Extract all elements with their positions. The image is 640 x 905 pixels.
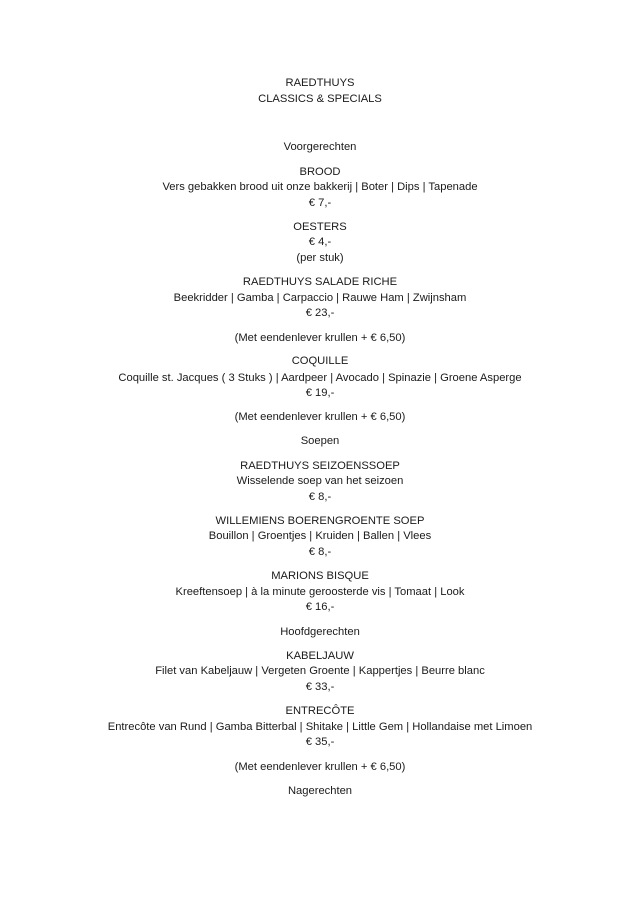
- dish-entrecote-supplement: (Met eendenlever krullen + € 6,50): [234, 761, 406, 773]
- dish-boerengroente-description: Bouillon | Groentjes | Kruiden | Ballen | Vlees: [208, 530, 432, 542]
- dish-coquille-supplement: (Met eendenlever krullen + € 6,50): [234, 411, 406, 423]
- dish-coquille-price: € 19,-: [305, 387, 335, 399]
- menu-subtitle: CLASSICS & SPECIALS: [258, 93, 382, 105]
- dish-bisque-name: MARIONS BISQUE: [271, 570, 369, 582]
- dish-kabeljauw-name: KABELJAUW: [286, 650, 354, 662]
- dish-seizoenssoep-name: RAEDTHUYS SEIZOENSSOEP: [240, 460, 400, 472]
- dish-salade-name: RAEDTHUYS SALADE RICHE: [242, 276, 398, 288]
- dish-seizoenssoep-description: Wisselende soep van het seizoen: [236, 475, 404, 487]
- dish-boerengroente-price: € 8,-: [308, 546, 332, 558]
- dish-coquille-name: COQUILLE: [291, 355, 349, 367]
- dish-entrecote-price: € 35,-: [305, 736, 335, 748]
- dish-entrecote-description: Entrecôte van Rund | Gamba Bitterbal | Shitake | Little Gem | Hollandaise met Limoen: [107, 721, 533, 733]
- dish-bisque-price: € 16,-: [305, 601, 335, 613]
- section-hoofdgerechten: Hoofdgerechten: [280, 626, 360, 638]
- dish-brood-name: BROOD: [299, 166, 341, 178]
- dish-kabeljauw-price: € 33,-: [305, 681, 335, 693]
- section-voorgerechten: Voorgerechten: [283, 141, 357, 153]
- dish-oesters-note: (per stuk): [296, 252, 344, 264]
- dish-salade-description: Beekridder | Gamba | Carpaccio | Rauwe Ham | Zwijnsham: [173, 292, 467, 304]
- dish-seizoenssoep-price: € 8,-: [308, 491, 332, 503]
- dish-coquille-description: Coquille st. Jacques ( 3 Stuks ) | Aardpeer | Avocado | Spinazie | Groene Asperge: [118, 372, 522, 384]
- dish-bisque-description: Kreeftensoep | à la minute geroosterde vis | Tomaat | Look: [175, 586, 465, 598]
- dish-entrecote-name: ENTRECÔTE: [285, 705, 355, 717]
- dish-brood-price: € 7,-: [308, 197, 332, 209]
- dish-oesters-price: € 4,-: [308, 236, 332, 248]
- section-soepen: Soepen: [300, 435, 340, 447]
- dish-oesters-name: OESTERS: [293, 221, 347, 233]
- dish-salade-supplement: (Met eendenlever krullen + € 6,50): [234, 332, 406, 344]
- dish-brood-description: Vers gebakken brood uit onze bakkerij | Boter | Dips | Tapenade: [162, 181, 478, 193]
- dish-boerengroente-name: WILLEMIENS BOERENGROENTE SOEP: [215, 515, 425, 527]
- section-nagerechten: Nagerechten: [287, 785, 353, 797]
- dish-salade-price: € 23,-: [305, 307, 335, 319]
- restaurant-title: RAEDTHUYS: [285, 77, 355, 89]
- dish-kabeljauw-description: Filet van Kabeljauw | Vergeten Groente | Kappertjes | Beurre blanc: [155, 665, 485, 677]
